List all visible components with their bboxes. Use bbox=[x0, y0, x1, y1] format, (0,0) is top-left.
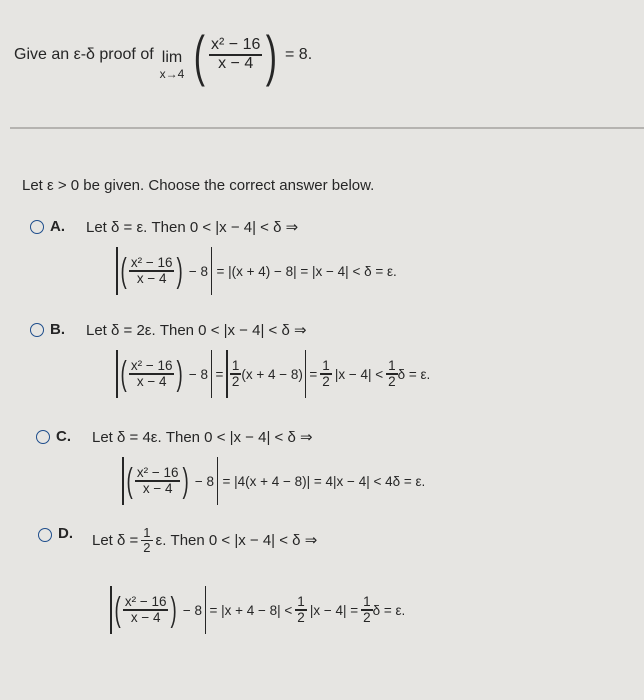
question-prefix: Give an ε-δ proof of bbox=[14, 46, 154, 63]
prompt-text: Let ε > 0 be given. Choose the correct answer below. bbox=[22, 177, 375, 194]
fraction-denominator: x − 4 bbox=[218, 54, 254, 72]
option-b-math: ( $\frac{\text{x² − 16}}{x - 4}$ ) − 8 = $\frac{1}{2}$ (x + 4 − 8) = $\frac{1}{2}$ |x − 4| < $\frac{1}{2}$ δ = ε. bbox=[116, 346, 430, 402]
option-a-rest: = |(x + 4) − 8| = |x − 4| < δ = ε. bbox=[216, 263, 397, 279]
radio-b[interactable] bbox=[30, 323, 44, 337]
option-c-math: ( $\frac{\text{x² − 16}}{x - 4}$ ) − 8 = |4(x + 4 − 8)| = 4|x − 4| < 4δ = ε. bbox=[122, 453, 425, 509]
option-c[interactable] bbox=[34, 425, 594, 517]
fraction-numerator: x² − 16 bbox=[211, 36, 261, 54]
option-letter-a: A. bbox=[50, 218, 65, 235]
option-a-math: ( $\frac{\text{x² − 16}}{x - 4}$ ) − 8 = |(x + 4) − 8| = |x − 4| < δ = ε. bbox=[116, 243, 397, 299]
option-a[interactable] bbox=[28, 215, 588, 307]
option-letter-d: D. bbox=[58, 525, 73, 542]
option-b-line1: Let δ = 2ε. Then 0 < |x − 4| < δ ⇒ bbox=[86, 322, 307, 339]
divider bbox=[10, 127, 644, 129]
radio-a[interactable] bbox=[30, 220, 44, 234]
option-d-math: ( $\frac{\text{x² − 16}}{x - 4}$ ) − 8 = |x + 4 − 8| < $\frac{1}{2}$ |x − 4| = $\frac{1}{2}$ δ = ε. bbox=[110, 582, 405, 638]
radio-c[interactable] bbox=[36, 430, 50, 444]
option-letter-b: B. bbox=[50, 321, 65, 338]
right-paren: ) bbox=[266, 23, 278, 87]
limit bbox=[160, 49, 185, 81]
question-equals: = 8. bbox=[285, 46, 313, 63]
radio-d[interactable] bbox=[38, 528, 52, 542]
left-paren: ( bbox=[194, 23, 206, 87]
option-c-rest: = |4(x + 4 − 8)| = 4|x − 4| < 4δ = ε. bbox=[222, 473, 426, 489]
question bbox=[14, 20, 312, 90]
option-d-line1: Let δ = $\frac{1}{2}$ ε. Then 0 < |x − 4| < δ ⇒ bbox=[92, 525, 318, 556]
option-b[interactable] bbox=[28, 318, 608, 410]
option-letter-c: C. bbox=[56, 428, 71, 445]
option-a-line1: Let δ = ε. Then 0 < |x − 4| < δ ⇒ bbox=[86, 219, 299, 236]
lim-subscript: x→4 bbox=[159, 67, 185, 81]
lim-word: lim bbox=[161, 49, 183, 66]
option-d[interactable] bbox=[36, 522, 596, 652]
option-c-line1: Let δ = 4ε. Then 0 < |x − 4| < δ ⇒ bbox=[92, 429, 313, 446]
question-fraction bbox=[209, 37, 262, 72]
